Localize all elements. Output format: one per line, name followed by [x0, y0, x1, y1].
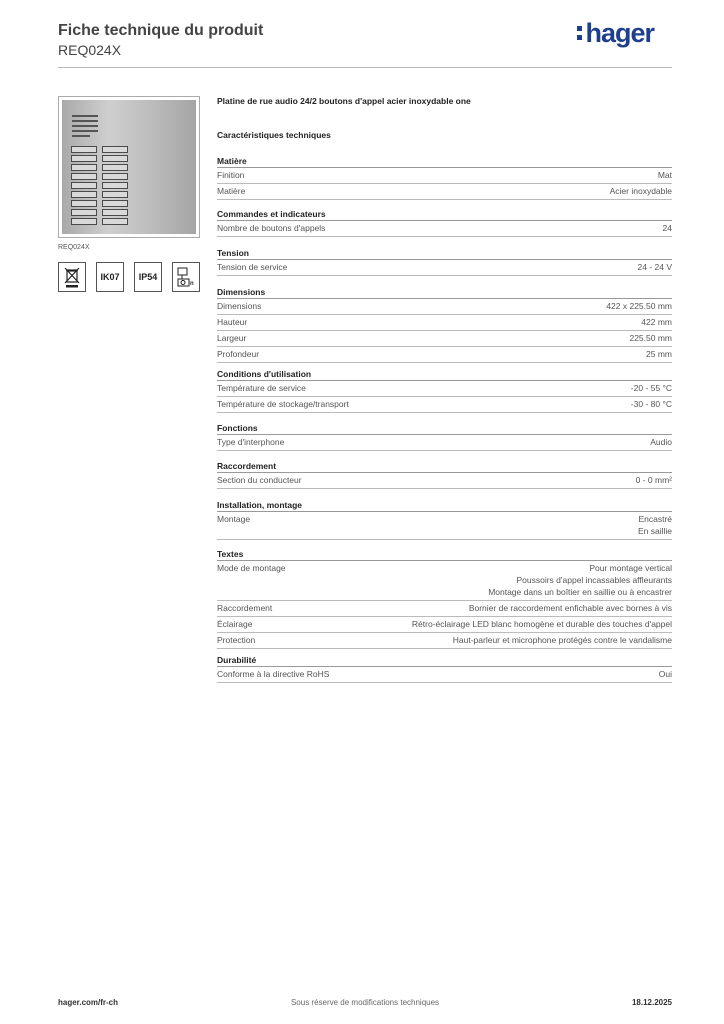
footer-website-link[interactable]: hager.com/fr-ch [58, 998, 119, 1007]
spec-label: Éclairage [217, 619, 253, 629]
spec-row [217, 512, 672, 540]
spec-label: Dimensions [217, 301, 262, 311]
spec-value [638, 513, 672, 537]
call-button [102, 200, 128, 207]
spec-row [217, 601, 672, 617]
spec-value-line: 0 - 0 mm² [635, 475, 672, 485]
spec-row [217, 561, 672, 601]
spec-label: Montage [217, 514, 251, 524]
spec-value-line: Mat [657, 170, 672, 180]
spec-value-line: En saillie [637, 526, 672, 536]
footer-notice: Sous réserve de modifications techniques [290, 998, 440, 1007]
spec-value [638, 261, 673, 273]
spec-row [217, 184, 672, 200]
spec-value-line: Rétro-éclairage LED blanc homogène et durable des touches d'appel [411, 619, 672, 629]
spec-row [217, 617, 672, 633]
spec-label: Température de service [217, 383, 306, 393]
door-station-plate [62, 100, 196, 234]
spec-label: Nombre de boutons d'appels [217, 223, 326, 233]
ip54-rating: IP54 [134, 262, 162, 292]
spec-value-line: Oui [658, 669, 672, 679]
spec-value-line: Acier inoxydable [609, 186, 672, 196]
spec-section [217, 423, 672, 451]
spec-row [217, 260, 672, 276]
image-caption: REQ024X [58, 244, 90, 251]
spec-row [217, 397, 672, 413]
section-heading: Durabilité [217, 655, 672, 667]
spec-value-line: -20 - 55 °C [630, 383, 672, 393]
call-button [102, 155, 128, 162]
spec-row [217, 221, 672, 237]
spec-row [217, 633, 672, 649]
spec-label: Raccordement [217, 603, 273, 613]
spec-label: Section du conducteur [217, 475, 302, 485]
spec-value-line: Haut-parleur et microphone protégés contre le vandalisme [452, 635, 672, 645]
section-heading: Commandes et indicateurs [217, 209, 672, 221]
spec-section [217, 209, 672, 237]
spec-row [217, 435, 672, 451]
call-button [71, 155, 97, 162]
spec-value [610, 185, 672, 197]
call-button [71, 191, 97, 198]
spec-value-line: Montage dans un boîtier en saillie ou à encastrer [488, 587, 672, 597]
spec-value [650, 436, 672, 448]
header-divider [58, 67, 672, 68]
product-image [58, 96, 200, 238]
spec-value [469, 602, 672, 614]
spec-row [217, 315, 672, 331]
call-button [71, 146, 97, 153]
spec-row [217, 667, 672, 683]
spec-value-line: Poussoirs d'appel incassables affleurants [516, 575, 672, 585]
spec-section [217, 549, 672, 649]
call-button [102, 209, 128, 216]
spec-value-line: Bornier de raccordement enfichable avec bornes à vis [468, 603, 672, 613]
spec-label: Profondeur [217, 349, 260, 359]
call-button [71, 218, 97, 225]
spec-label: Température de stockage/transport [217, 399, 349, 409]
spec-label: Type d'interphone [217, 437, 285, 447]
spec-section [217, 369, 672, 413]
spec-value-line: Pour montage vertical [589, 563, 672, 573]
product-description: Platine de rue audio 24/2 boutons d'appel acier inoxydable one [217, 96, 471, 106]
hager-logo: hager [576, 18, 654, 49]
section-heading: Raccordement [217, 461, 672, 473]
spec-label: Tension de service [217, 262, 288, 272]
spec-section [217, 500, 672, 540]
svg-text:n: n [190, 281, 194, 287]
spec-row [217, 331, 672, 347]
spec-value [659, 668, 672, 680]
spec-section [217, 156, 672, 200]
call-button [71, 173, 97, 180]
footer-date: 18.12.2025 [631, 998, 672, 1007]
spec-row [217, 299, 672, 315]
spec-label: Matière [217, 186, 246, 196]
spec-value [658, 169, 672, 181]
spec-value-line: 24 [662, 223, 672, 233]
spec-value [606, 300, 672, 312]
section-heading: Installation, montage [217, 500, 672, 512]
spec-value [453, 634, 672, 646]
section-heading: Dimensions [217, 287, 672, 299]
speaker-grill-line [72, 130, 98, 132]
spec-row [217, 347, 672, 363]
spec-section [217, 287, 672, 363]
spec-value-line: Encastré [638, 514, 672, 524]
call-button [102, 191, 128, 198]
page-title: Fiche technique du produit [58, 22, 264, 39]
section-heading: Fonctions [217, 423, 672, 435]
spec-label: Largeur [217, 333, 247, 343]
speaker-grill-line [72, 125, 98, 127]
spec-value [636, 474, 672, 486]
spec-label: Protection [217, 635, 256, 645]
spec-value [629, 332, 672, 344]
spec-value [663, 222, 672, 234]
call-button [102, 146, 128, 153]
weee-bin-icon [58, 262, 86, 292]
call-button [102, 173, 128, 180]
section-heading: Matière [217, 156, 672, 168]
wiring-diagram-glyph [176, 266, 196, 288]
spec-value-line: 24 - 24 V [637, 262, 672, 272]
spec-section [217, 461, 672, 489]
wiring-diagram-icon [172, 262, 200, 292]
spec-value-line: 25 mm [646, 349, 672, 359]
speaker-grill-line [72, 115, 98, 117]
section-heading: Textes [217, 549, 672, 561]
spec-value [641, 316, 672, 328]
spec-section [217, 655, 672, 683]
ik07-rating: IK07 [96, 262, 124, 292]
section-heading: Tension [217, 248, 672, 260]
logo-colon-mark [576, 24, 584, 42]
call-button [102, 218, 128, 225]
call-button [71, 209, 97, 216]
call-button [71, 200, 97, 207]
call-button [71, 182, 97, 189]
spec-label: Mode de montage [217, 563, 286, 573]
spec-value-line: Audio [650, 437, 672, 447]
call-button [71, 164, 97, 171]
spec-value-line: 422 mm [641, 317, 672, 327]
spec-value-line: -30 - 80 °C [630, 399, 672, 409]
spec-row [217, 381, 672, 397]
spec-value [646, 348, 672, 360]
spec-row [217, 168, 672, 184]
speaker-grill-line [72, 135, 90, 137]
call-button [102, 164, 128, 171]
spec-value [631, 398, 672, 410]
spec-value-line: 422 x 225.50 mm [606, 301, 672, 311]
spec-section [217, 248, 672, 276]
spec-value-line: 225.50 mm [629, 333, 672, 343]
spec-value [631, 382, 672, 394]
section-heading: Conditions d'utilisation [217, 369, 672, 381]
speaker-grill-line [72, 120, 98, 122]
technical-characteristics-title: Caractéristiques techniques [217, 130, 331, 140]
spec-label: Hauteur [217, 317, 248, 327]
header [58, 18, 672, 58]
product-reference: REQ024X [58, 42, 122, 58]
spec-label: Conforme à la directive RoHS [217, 669, 330, 679]
spec-value [488, 562, 672, 598]
spec-label: Finition [217, 170, 245, 180]
spec-row [217, 473, 672, 489]
spec-value [412, 618, 672, 630]
weee-bin-glyph [63, 266, 81, 288]
call-button [102, 182, 128, 189]
